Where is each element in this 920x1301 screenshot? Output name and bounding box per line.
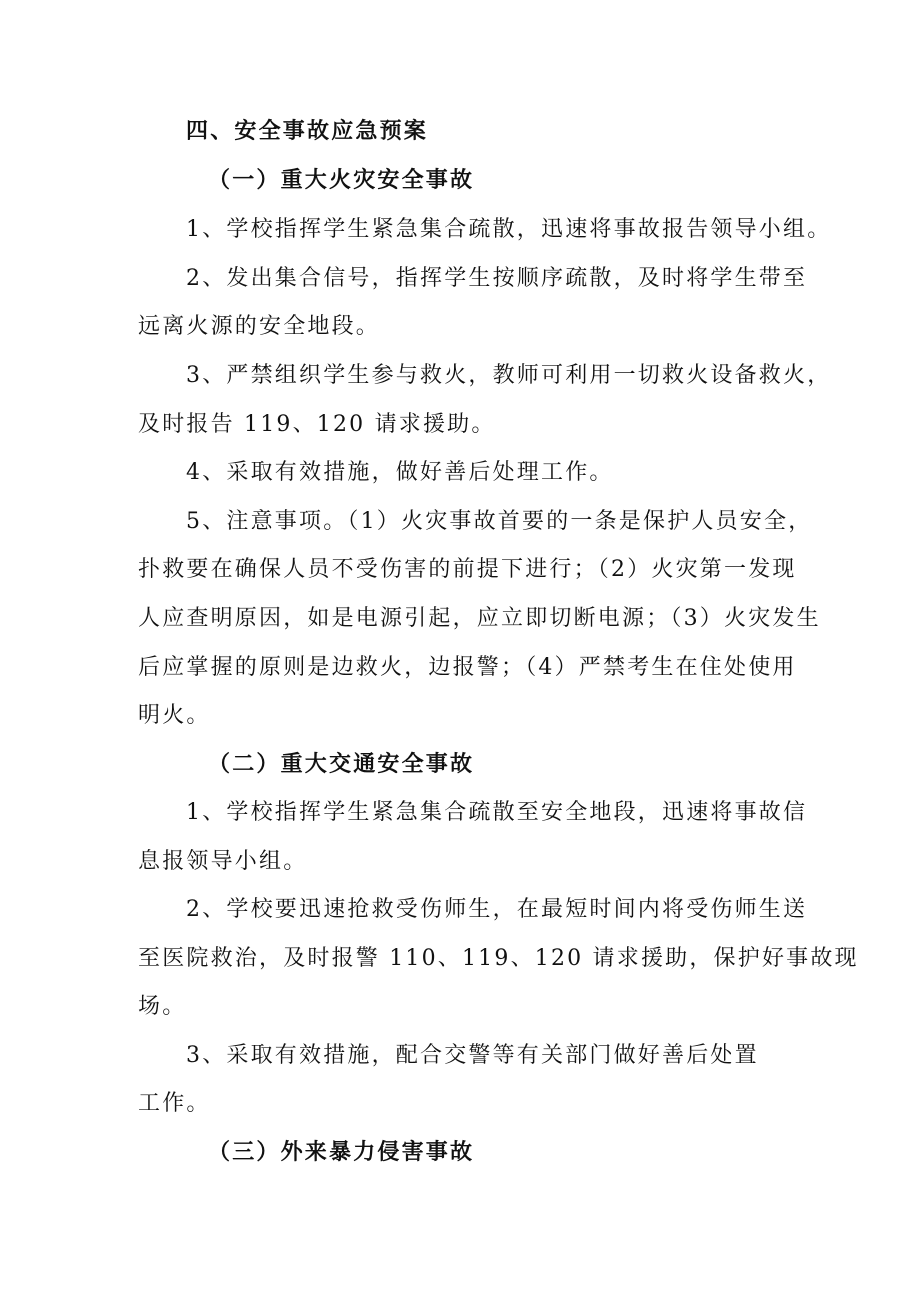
traffic-accident-heading: （二）重大交通安全事故: [208, 752, 475, 777]
traffic-item-1-cont: 息报领导小组。: [138, 849, 308, 874]
fire-item-1: 1、学校指挥学生紧急集合疏散，迅速将事故报告领导小组。: [186, 217, 832, 242]
fire-item-3-cont: 及时报告 119、120 请求援助。: [138, 412, 496, 437]
fire-accident-heading: （一）重大火灾安全事故: [208, 168, 475, 193]
fire-item-4: 4、采取有效措施，做好善后处理工作。: [186, 460, 614, 485]
traffic-item-3-cont: 工作。: [138, 1091, 211, 1116]
fire-item-5-cont-4: 明火。: [138, 703, 211, 728]
traffic-item-2-cont-2: 场。: [138, 994, 187, 1019]
fire-item-2: 2、发出集合信号，指挥学生按顺序疏散，及时将学生带至: [186, 266, 808, 291]
violence-accident-heading: （三）外来暴力侵害事故: [208, 1140, 475, 1165]
traffic-item-2-cont-1: 至医院救治，及时报警 110、119、120 请求援助，保护好事故现: [138, 946, 859, 971]
traffic-item-1: 1、学校指挥学生紧急集合疏散至安全地段，迅速将事故信: [186, 800, 808, 825]
section-title: 四、安全事故应急预案: [186, 119, 429, 144]
traffic-item-2: 2、学校要迅速抢救受伤师生，在最短时间内将受伤师生送: [186, 897, 808, 922]
traffic-item-3: 3、采取有效措施，配合交警等有关部门做好善后处置: [186, 1043, 759, 1068]
fire-item-5-cont-1: 扑救要在确保人员不受伤害的前提下进行；（2）火灾第一发现: [138, 557, 797, 582]
fire-item-5: 5、注意事项。（1）火灾事故首要的一条是保护人员安全，: [186, 509, 813, 534]
fire-item-5-cont-2: 人应查明原因，如是电源引起，应立即切断电源；（3）火灾发生: [138, 606, 821, 631]
fire-item-5-cont-3: 后应掌握的原则是边救火，边报警；（4）严禁考生在住处使用: [138, 655, 797, 680]
fire-item-2-cont: 远离火源的安全地段。: [138, 314, 381, 339]
fire-item-3: 3、严禁组织学生参与救火，教师可利用一切救火设备救火，: [186, 363, 832, 388]
